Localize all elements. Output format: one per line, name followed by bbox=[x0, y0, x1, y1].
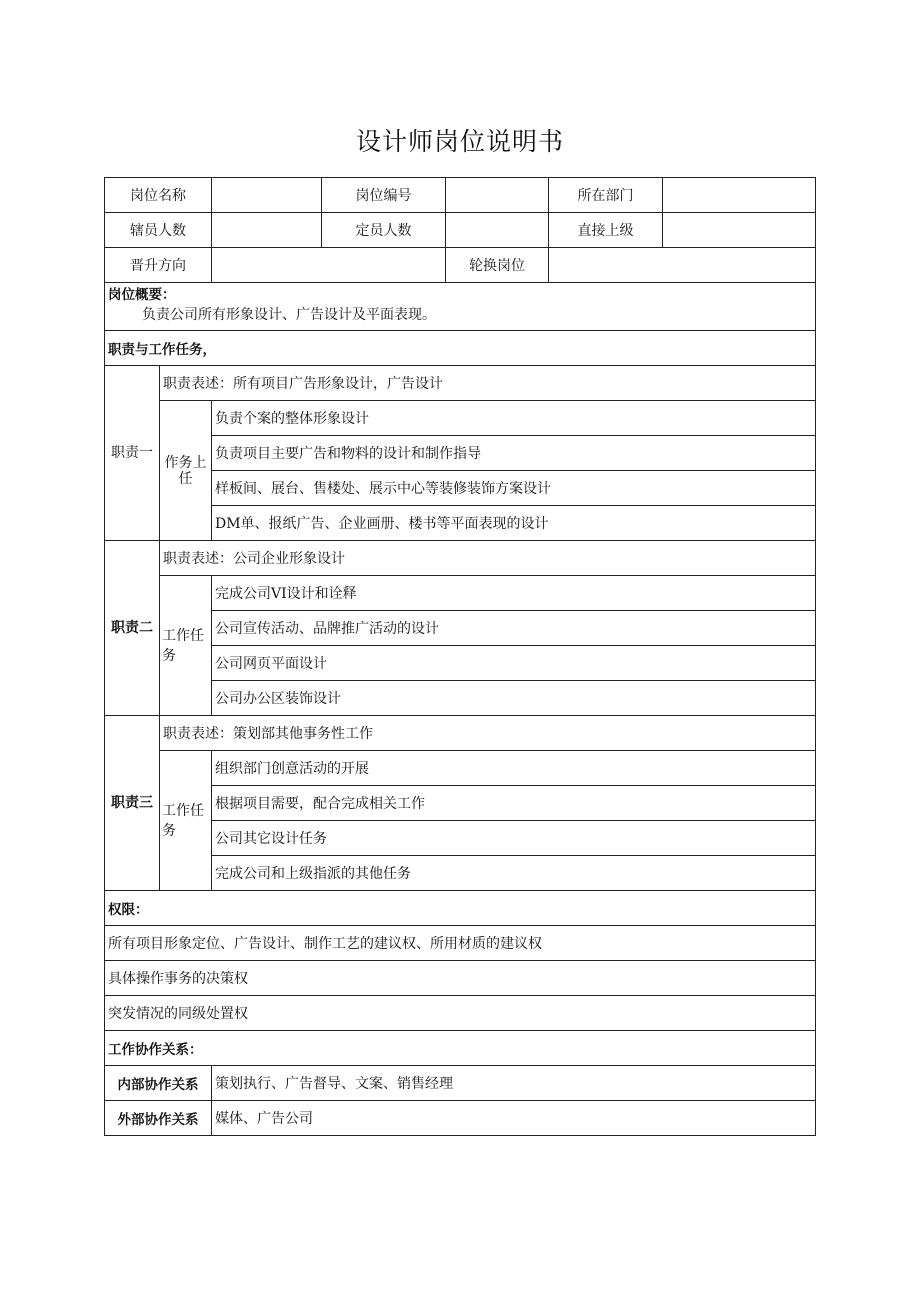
duty-3-task-row bbox=[105, 751, 816, 786]
authority-item-1: 所有项目形象定位、广告设计、制作工艺的建议权、所用材质的建议权 bbox=[105, 926, 816, 961]
subordinates-label: 辖员人数 bbox=[105, 213, 212, 248]
duty-1-task-row bbox=[105, 471, 816, 506]
duty-1-task-row bbox=[105, 401, 816, 436]
duty-2-task-row bbox=[105, 681, 816, 716]
duty-2-statement: 职责表述：公司企业形象设计 bbox=[160, 541, 816, 576]
internal-collab-value: 策划执行、广告督导、文案、销售经理 bbox=[212, 1066, 816, 1101]
post-code-value[interactable] bbox=[446, 178, 549, 213]
duty-1-label: 职责一 bbox=[105, 366, 160, 541]
authority-item-2: 具体操作事务的决策权 bbox=[105, 961, 816, 996]
collaboration-heading: 工作协作关系： bbox=[105, 1031, 816, 1066]
overview-text: 负责公司所有形象设计、广告设计及平面表现。 bbox=[142, 307, 436, 323]
duty-3-task-row bbox=[105, 821, 816, 856]
subordinates-value[interactable] bbox=[212, 213, 322, 248]
duty-3-label: 职责三 bbox=[105, 716, 160, 891]
duty-1-task-row bbox=[105, 506, 816, 541]
duties-heading: 职责与工作任务， bbox=[105, 331, 816, 366]
external-collab-label: 外部协作关系 bbox=[105, 1101, 212, 1136]
overview-cell bbox=[105, 283, 816, 331]
duty-3-task-2: 根据项目需要，配合完成相关工作 bbox=[212, 786, 816, 821]
authority-item-3: 突发情况的同级处置权 bbox=[105, 996, 816, 1031]
quota-value[interactable] bbox=[446, 213, 549, 248]
duty-2-task-row bbox=[105, 576, 816, 611]
duty-2-label: 职责二 bbox=[105, 541, 160, 716]
duty-2-task-4: 公司办公区装饰设计 bbox=[212, 681, 816, 716]
page-title: 设计师岗位说明书 bbox=[355, 127, 564, 156]
duties-heading-row bbox=[105, 331, 816, 366]
external-collab-row bbox=[105, 1101, 816, 1136]
duty-1-task-3: 样板间、展台、售楼处、展示中心等装修装饰方案设计 bbox=[212, 471, 816, 506]
duty-2-task-2: 公司宣传活动、品牌推广活动的设计 bbox=[212, 611, 816, 646]
authority-heading: 权限： bbox=[105, 891, 816, 926]
duty-1-statement-row bbox=[105, 366, 816, 401]
post-name-label: 岗位名称 bbox=[105, 178, 212, 213]
duty-2-task-row bbox=[105, 611, 816, 646]
authority-row bbox=[105, 961, 816, 996]
promotion-label: 晋升方向 bbox=[105, 248, 212, 283]
duty-2-statement-row bbox=[105, 541, 816, 576]
superior-value[interactable] bbox=[663, 213, 816, 248]
quota-label: 定员人数 bbox=[322, 213, 446, 248]
duty-3-task-1: 组织部门创意活动的开展 bbox=[212, 751, 816, 786]
duty-3-task-3: 公司其它设计任务 bbox=[212, 821, 816, 856]
dept-label: 所在部门 bbox=[549, 178, 663, 213]
duty-3-task-4: 完成公司和上级指派的其他任务 bbox=[212, 856, 816, 891]
overview-row bbox=[105, 283, 816, 331]
authority-heading-row bbox=[105, 891, 816, 926]
header-row-2 bbox=[105, 213, 816, 248]
rotation-value[interactable] bbox=[549, 248, 816, 283]
header-row-3 bbox=[105, 248, 816, 283]
duty-3-task-label: 工作任务 bbox=[160, 751, 212, 891]
internal-collab-row bbox=[105, 1066, 816, 1101]
duty-1-task-label: 作务上任 bbox=[160, 401, 212, 541]
job-description-table bbox=[104, 177, 816, 1136]
promotion-value[interactable] bbox=[212, 248, 446, 283]
authority-row bbox=[105, 996, 816, 1031]
duty-3-statement: 职责表述：策划部其他事务性工作 bbox=[160, 716, 816, 751]
post-name-value[interactable] bbox=[212, 178, 322, 213]
duty-2-task-row bbox=[105, 646, 816, 681]
duty-2-task-3: 公司网页平面设计 bbox=[212, 646, 816, 681]
duty-3-statement-row bbox=[105, 716, 816, 751]
overview-heading: 岗位概要： bbox=[108, 287, 176, 303]
duty-3-task-row bbox=[105, 786, 816, 821]
rotation-label: 轮换岗位 bbox=[446, 248, 549, 283]
authority-row bbox=[105, 926, 816, 961]
duty-1-task-row bbox=[105, 436, 816, 471]
collaboration-heading-row bbox=[105, 1031, 816, 1066]
external-collab-value: 媒体、广告公司 bbox=[212, 1101, 816, 1136]
duty-1-task-1: 负责个案的整体形象设计 bbox=[212, 401, 816, 436]
duty-1-task-4: DM单、报纸广告、企业画册、楼书等平面表现的设计 bbox=[212, 506, 816, 541]
duty-2-task-1: 完成公司VI设计和诠释 bbox=[212, 576, 816, 611]
duty-1-task-2: 负责项目主要广告和物料的设计和制作指导 bbox=[212, 436, 816, 471]
duty-3-task-row bbox=[105, 856, 816, 891]
header-row-1 bbox=[105, 178, 816, 213]
superior-label: 直接上级 bbox=[549, 213, 663, 248]
duty-1-statement: 职责表述：所有项目广告形象设计，广告设计 bbox=[160, 366, 816, 401]
post-code-label: 岗位编号 bbox=[322, 178, 446, 213]
dept-value[interactable] bbox=[663, 178, 816, 213]
duty-2-task-label: 工作任务 bbox=[160, 576, 212, 716]
internal-collab-label: 内部协作关系 bbox=[105, 1066, 212, 1101]
